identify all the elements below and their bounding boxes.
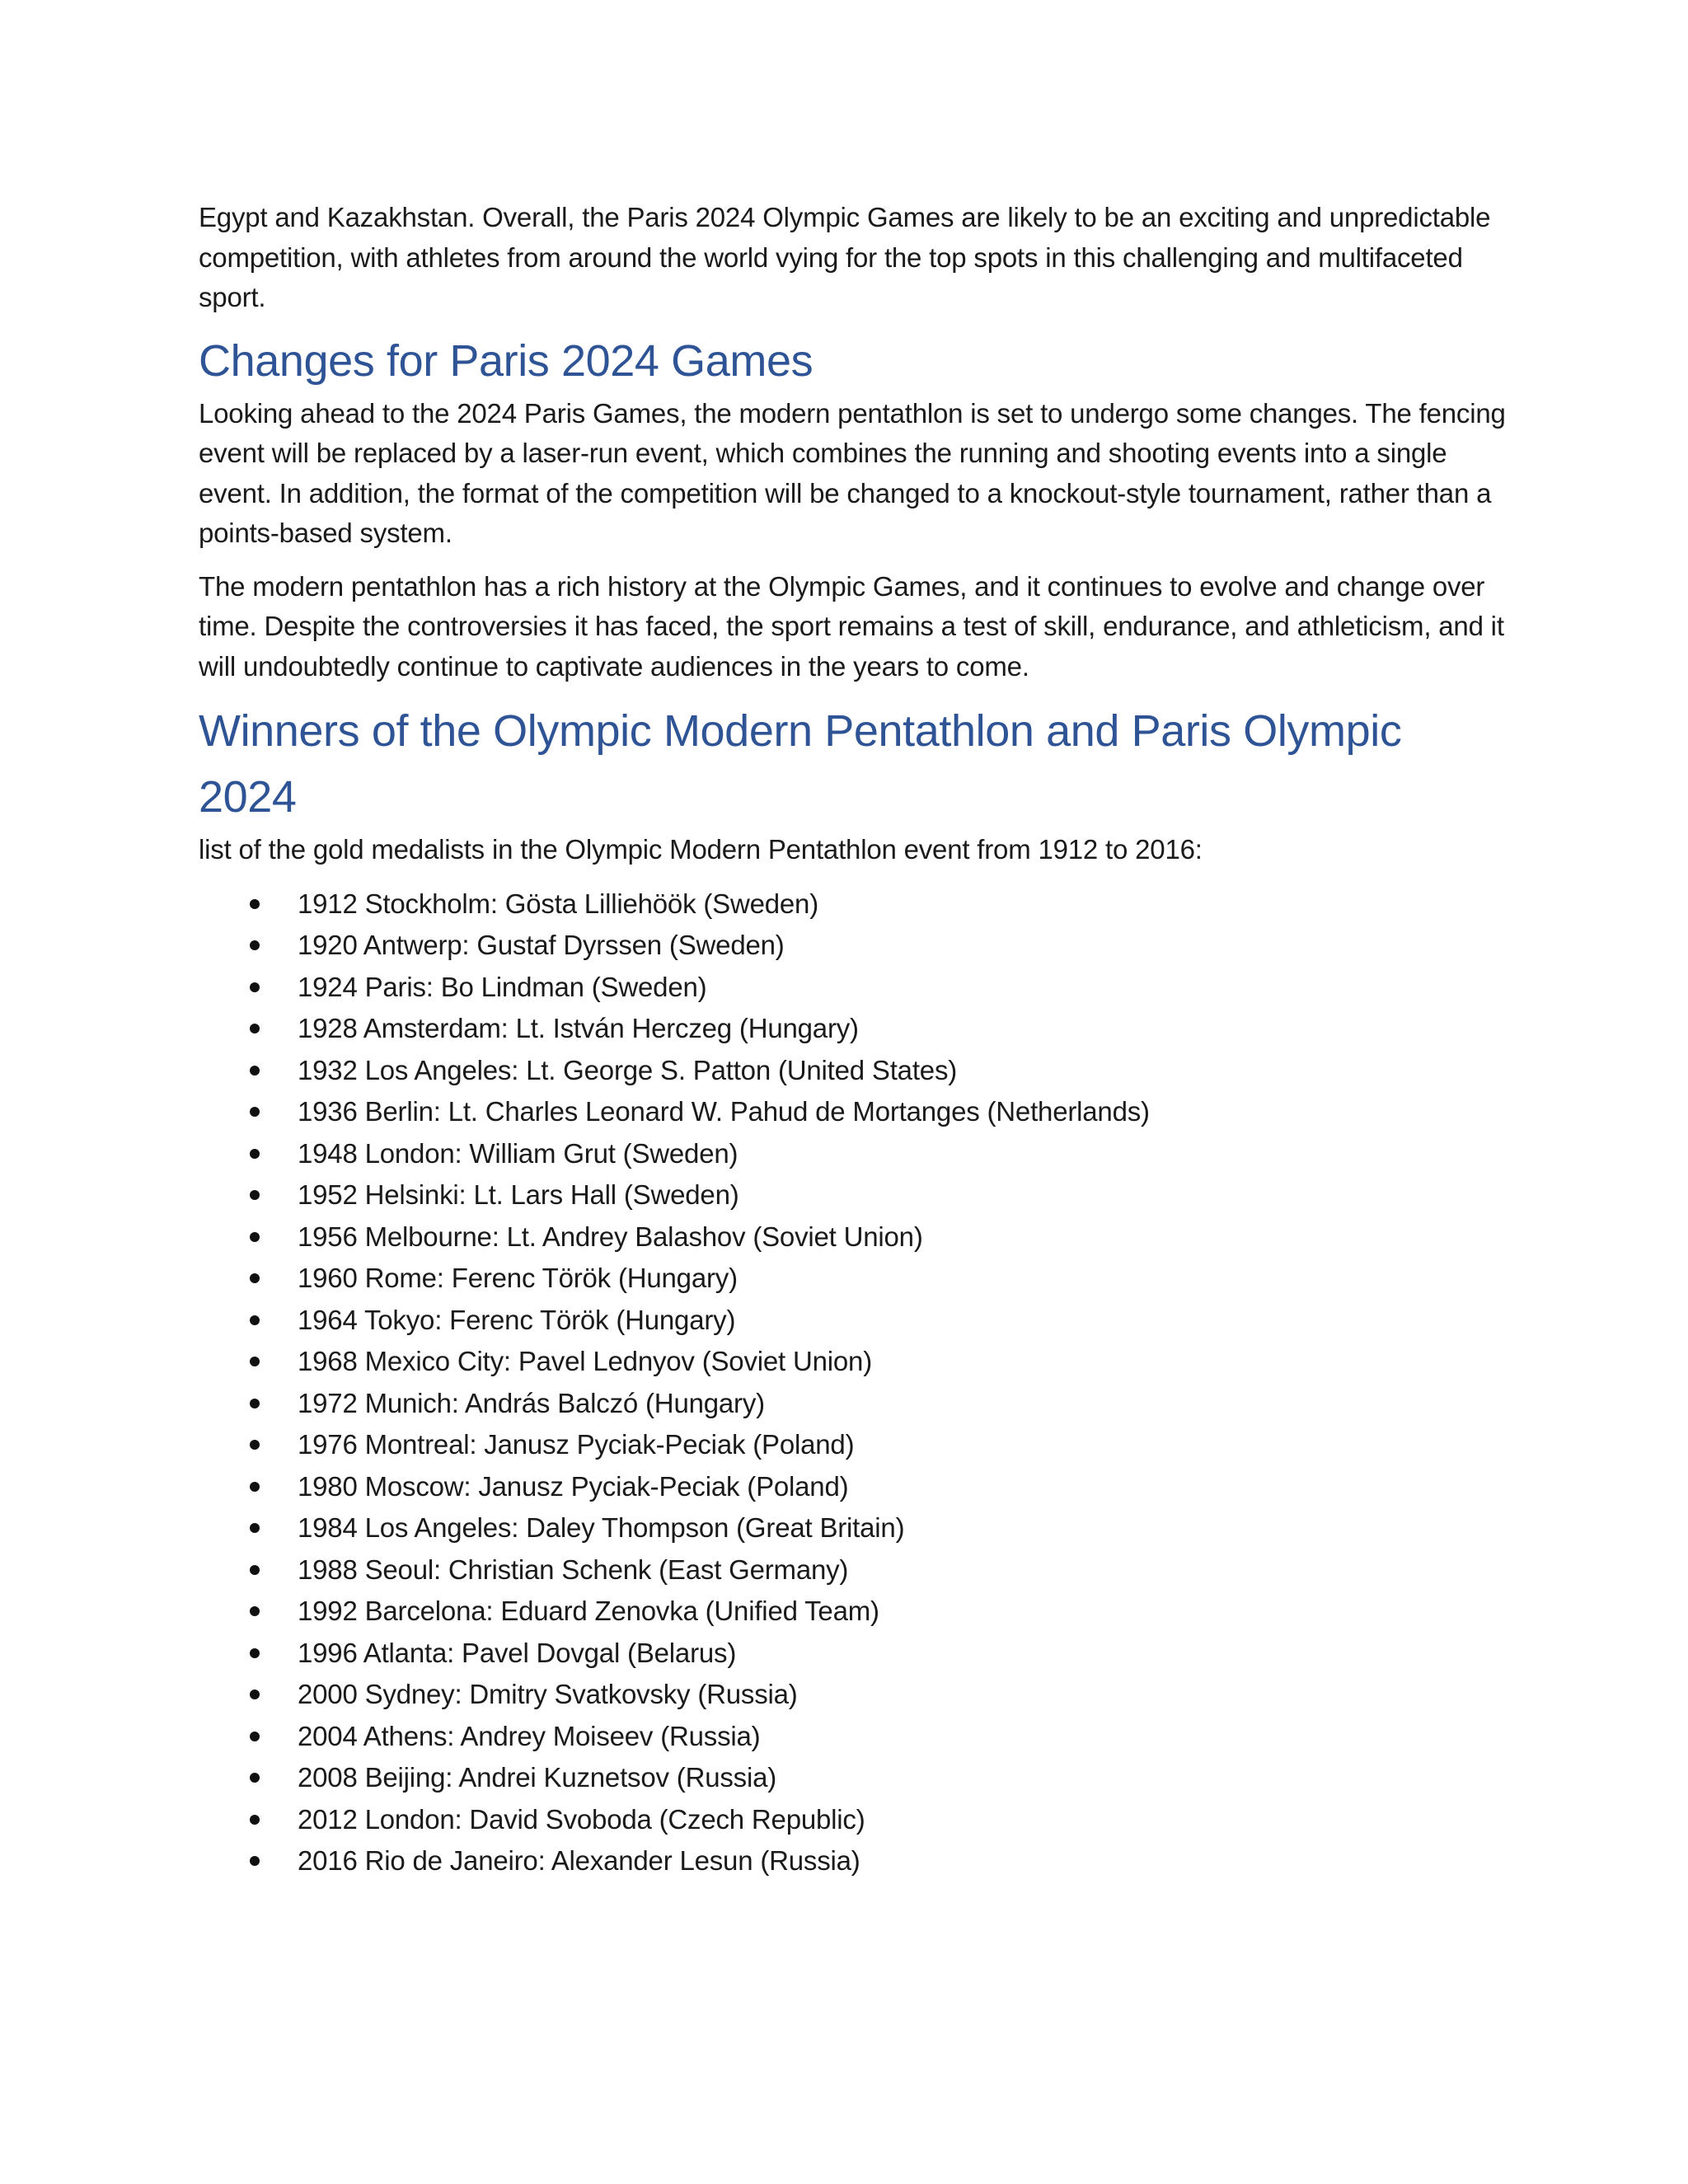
document-page xyxy=(199,198,1509,1882)
bullet-icon xyxy=(250,1107,260,1117)
bullet-icon xyxy=(250,1066,260,1076)
list-item-text: 1920 Antwerp: Gustaf Dyrssen (Sweden) xyxy=(298,930,785,960)
list-item xyxy=(199,1466,1509,1508)
bullet-icon xyxy=(250,1232,260,1242)
list-item xyxy=(199,1674,1509,1716)
bullet-icon xyxy=(250,1565,260,1575)
list-item-text: 1912 Stockholm: Gösta Lilliehöök (Sweden) xyxy=(298,888,818,919)
list-item-text: 1936 Berlin: Lt. Charles Leonard W. Pahud de Mortanges (Netherlands) xyxy=(298,1096,1150,1127)
bullet-icon xyxy=(250,1440,260,1450)
list-item xyxy=(199,1549,1509,1591)
list-item xyxy=(199,1591,1509,1633)
list-item-text: 1984 Los Angeles: Daley Thompson (Great Britain) xyxy=(298,1512,905,1543)
list-item xyxy=(199,1757,1509,1799)
list-item-text: 2000 Sydney: Dmitry Svatkovsky (Russia) xyxy=(298,1679,798,1709)
list-item-text: 1928 Amsterdam: Lt. István Herczeg (Hungary) xyxy=(298,1013,859,1043)
changes-paragraph-2: The modern pentathlon has a rich history at the Olympic Games, and it continues to evolve and change over time. Despite the controversies it has faced, the sport remains a test of skill, endurance, and athleticism, and it will undoubtedly continue to captivate audiences in the years to come. xyxy=(199,570,1504,682)
list-item-text: 1952 Helsinki: Lt. Lars Hall (Sweden) xyxy=(298,1179,739,1210)
list-item xyxy=(199,967,1509,1009)
bullet-icon xyxy=(250,1690,260,1699)
bullet-icon xyxy=(250,1773,260,1783)
bullet-icon xyxy=(250,1273,260,1283)
list-item xyxy=(199,1341,1509,1383)
list-item xyxy=(199,1633,1509,1675)
bullet-icon xyxy=(250,940,260,950)
list-item xyxy=(199,883,1509,926)
list-item-text: 1976 Montreal: Janusz Pyciak-Peciak (Poland) xyxy=(298,1429,855,1460)
winners-heading: Winners of the Olympic Modern Pentathlon and Paris Olympic 2024 xyxy=(199,706,1402,822)
list-item xyxy=(199,1174,1509,1216)
intro-paragraph: Egypt and Kazakhstan. Overall, the Paris 2024 Olympic Games are likely to be an exciting and unpredictable competition, with athletes from around the world vying for the top spots in this challenging and multifaceted sport. xyxy=(199,202,1491,312)
bullet-icon xyxy=(250,1523,260,1533)
list-item-text: 2008 Beijing: Andrei Kuznetsov (Russia) xyxy=(298,1762,777,1793)
bullet-icon xyxy=(250,1315,260,1325)
bullet-icon xyxy=(250,1190,260,1200)
list-item-text: 1988 Seoul: Christian Schenk (East Germany) xyxy=(298,1554,849,1585)
list-item xyxy=(199,1258,1509,1300)
bullet-icon xyxy=(250,1732,260,1741)
bullet-icon xyxy=(250,1648,260,1658)
list-item-text: 1956 Melbourne: Lt. Andrey Balashov (Soviet Union) xyxy=(298,1221,923,1252)
changes-heading: Changes for Paris 2024 Games xyxy=(199,335,814,386)
list-item xyxy=(199,1507,1509,1549)
list-item xyxy=(199,1008,1509,1050)
bullet-icon xyxy=(250,1815,260,1825)
list-item xyxy=(199,1216,1509,1258)
list-item-text: 1968 Mexico City: Pavel Lednyov (Soviet Union) xyxy=(298,1346,872,1376)
list-item-text: 1992 Barcelona: Eduard Zenovka (Unified Team) xyxy=(298,1596,879,1626)
bullet-icon xyxy=(250,1399,260,1408)
list-item xyxy=(199,1091,1509,1133)
bullet-icon xyxy=(250,1024,260,1033)
list-item-text: 1996 Atlanta: Pavel Dovgal (Belarus) xyxy=(298,1637,737,1668)
list-item xyxy=(199,1050,1509,1092)
bullet-icon xyxy=(250,982,260,992)
list-item xyxy=(199,1799,1509,1841)
bullet-icon xyxy=(250,1149,260,1159)
list-item-text: 1960 Rome: Ferenc Török (Hungary) xyxy=(298,1263,738,1293)
list-item xyxy=(199,1383,1509,1425)
list-item-text: 2012 London: David Svoboda (Czech Republic) xyxy=(298,1803,865,1835)
list-item xyxy=(199,1716,1509,1758)
bullet-icon xyxy=(250,1856,260,1866)
list-item xyxy=(199,1300,1509,1342)
winners-intro: list of the gold medalists in the Olympic Modern Pentathlon event from 1912 to 2016: xyxy=(199,834,1203,865)
list-item-text: 1964 Tokyo: Ferenc Török (Hungary) xyxy=(298,1304,736,1335)
bullet-icon xyxy=(250,899,260,909)
list-item xyxy=(199,1133,1509,1175)
list-item xyxy=(199,925,1509,967)
bullet-icon xyxy=(250,1606,260,1616)
list-item-text: 2004 Athens: Andrey Moiseev (Russia) xyxy=(298,1720,761,1751)
list-item-text: 1948 London: William Grut (Sweden) xyxy=(298,1137,738,1169)
list-item-text: 1932 Los Angeles: Lt. George S. Patton (United States) xyxy=(298,1054,958,1085)
list-item-text: 1924 Paris: Bo Lindman (Sweden) xyxy=(298,971,707,1002)
changes-paragraph-1: Looking ahead to the 2024 Paris Games, the modern pentathlon is set to undergo some changes. The fencing event will be replaced by a laser-run event, which combines the running and shooting events into a single event. In addition, the format of the competition will be changed to a knockout-style tournament, rather than a points-based system. xyxy=(199,397,1506,548)
bullet-icon xyxy=(250,1357,260,1366)
bullet-icon xyxy=(250,1482,260,1492)
medalists-list xyxy=(199,883,1509,1882)
list-item xyxy=(199,1424,1509,1466)
list-item-text: 1972 Munich: András Balczó (Hungary) xyxy=(298,1387,765,1418)
list-item-text: 2016 Rio de Janeiro: Alexander Lesun (Russia) xyxy=(298,1845,860,1876)
list-item xyxy=(199,1840,1509,1882)
list-item-text: 1980 Moscow: Janusz Pyciak-Peciak (Poland) xyxy=(298,1470,849,1502)
